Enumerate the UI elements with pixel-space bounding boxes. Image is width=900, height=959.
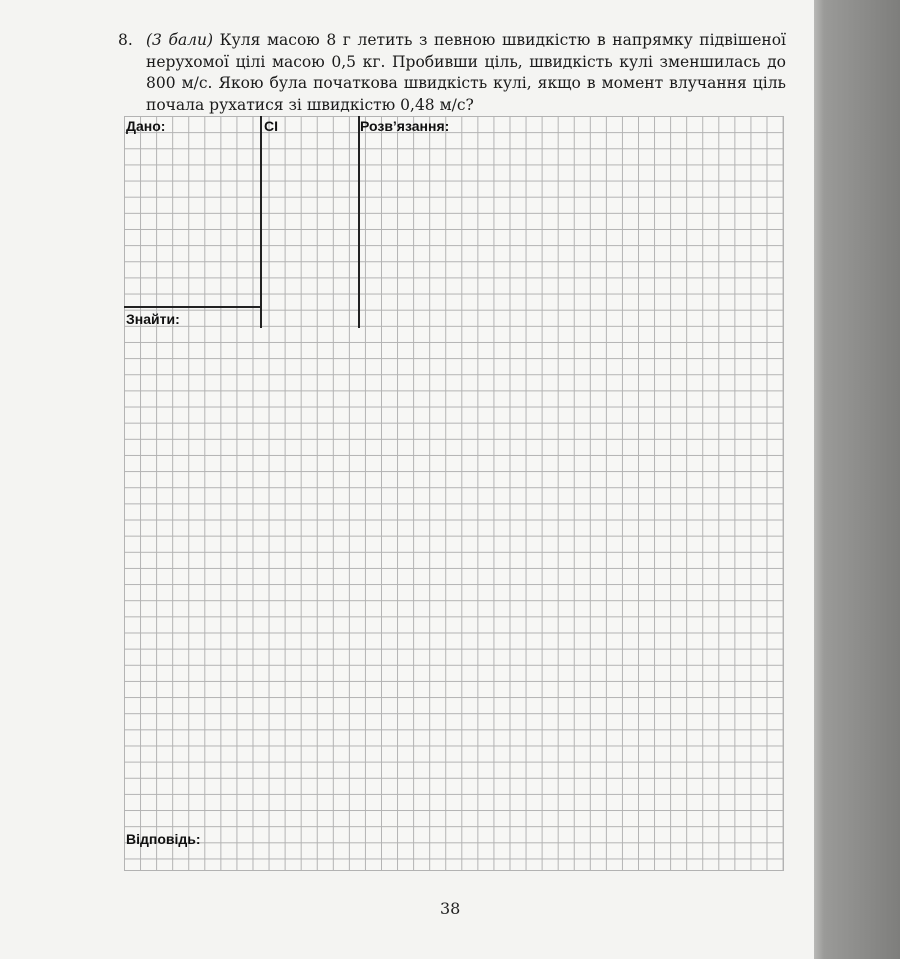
si-label: СІ xyxy=(264,118,278,134)
task-8 xyxy=(118,30,786,116)
given-si-divider xyxy=(260,116,262,328)
page-number: 38 xyxy=(440,899,461,918)
task-points: (3 бали) xyxy=(146,31,214,49)
find-label: Знайти: xyxy=(126,311,180,327)
task-number: 8. xyxy=(118,31,133,49)
task-statement xyxy=(122,30,786,116)
book-binding-shadow xyxy=(814,0,900,959)
given-label: Дано: xyxy=(126,118,166,134)
answer-label: Відповідь: xyxy=(126,831,201,847)
answer-grid[interactable] xyxy=(124,116,784,871)
task-body: Куля масою 8 г летить з певною швидкістю в напрямку підвішеної нерухомої цілі масою 0,5 кг. Пробивши ціль, швидкість кулі зменшилась до 800 м/с. Якою була початкова швидкість кулі, якщо в момент влучання ціль почала рухатися зі швидкістю 0,48 м/с? xyxy=(146,31,786,114)
solution-label: Розв’язання: xyxy=(360,118,450,134)
find-divider xyxy=(124,306,262,308)
si-solution-divider xyxy=(358,116,360,328)
